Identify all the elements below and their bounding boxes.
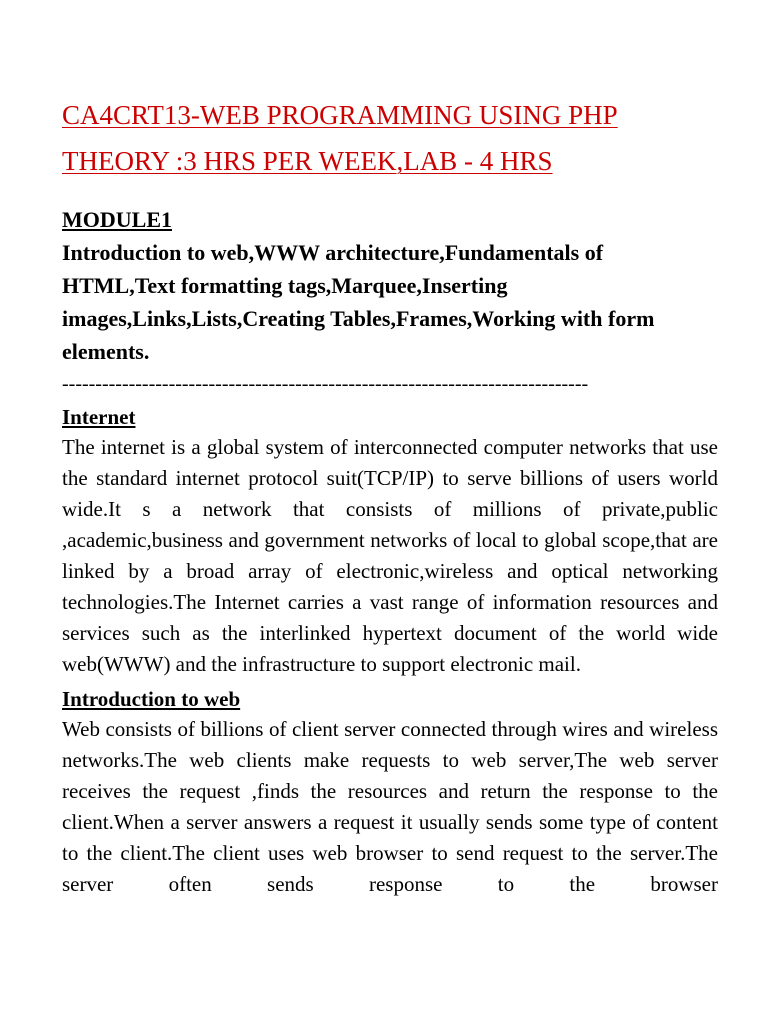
module-label: MODULE1 — [62, 207, 172, 232]
title-line-1: CA4CRT13-WEB PROGRAMMING USING PHP — [62, 100, 618, 130]
section-divider: ------------------------------------------------------------------------------- — [62, 373, 589, 395]
section-heading-introduction-to-web: Introduction to web — [62, 687, 241, 711]
section-heading-internet: Internet — [62, 405, 136, 429]
module-description: Introduction to web,WWW architecture,Fundamentals of HTML,Text formatting tags,Marquee,Inserting images,Links,Lists,Creating Tables,Frames,Working with form elements. — [62, 240, 655, 364]
section-internet — [62, 402, 718, 680]
module-block — [62, 204, 718, 368]
title-line-2: THEORY :3 HRS PER WEEK,LAB - 4 HRS — [62, 146, 553, 176]
section-body-introduction-to-web: Web consists of billions of client server connected through wires and wireless networks.The web clients make requests to web server,The web server receives the request ,finds the resources and return the response to the client.When a server answers a request it usually sends some type of content to the client.The client uses web browser to send request to the server.The server often sends response to the browser — [62, 717, 718, 896]
section-introduction-to-web — [62, 684, 718, 900]
section-body-internet: The internet is a global system of interconnected computer networks that use the standard internet protocol suit(TCP/IP) to serve billions of users world wide.It s a network that consists of millions of private,public ,academic,business and government networks of local to global scope,that are linked by a broad array of electronic,wireless and optical networking technologies.The Internet carries a vast range of information resources and services such as the interlinked hypertext document of the world wide web(WWW) and the infrastructure to support electronic mail. — [62, 435, 718, 676]
document-title — [62, 92, 718, 184]
